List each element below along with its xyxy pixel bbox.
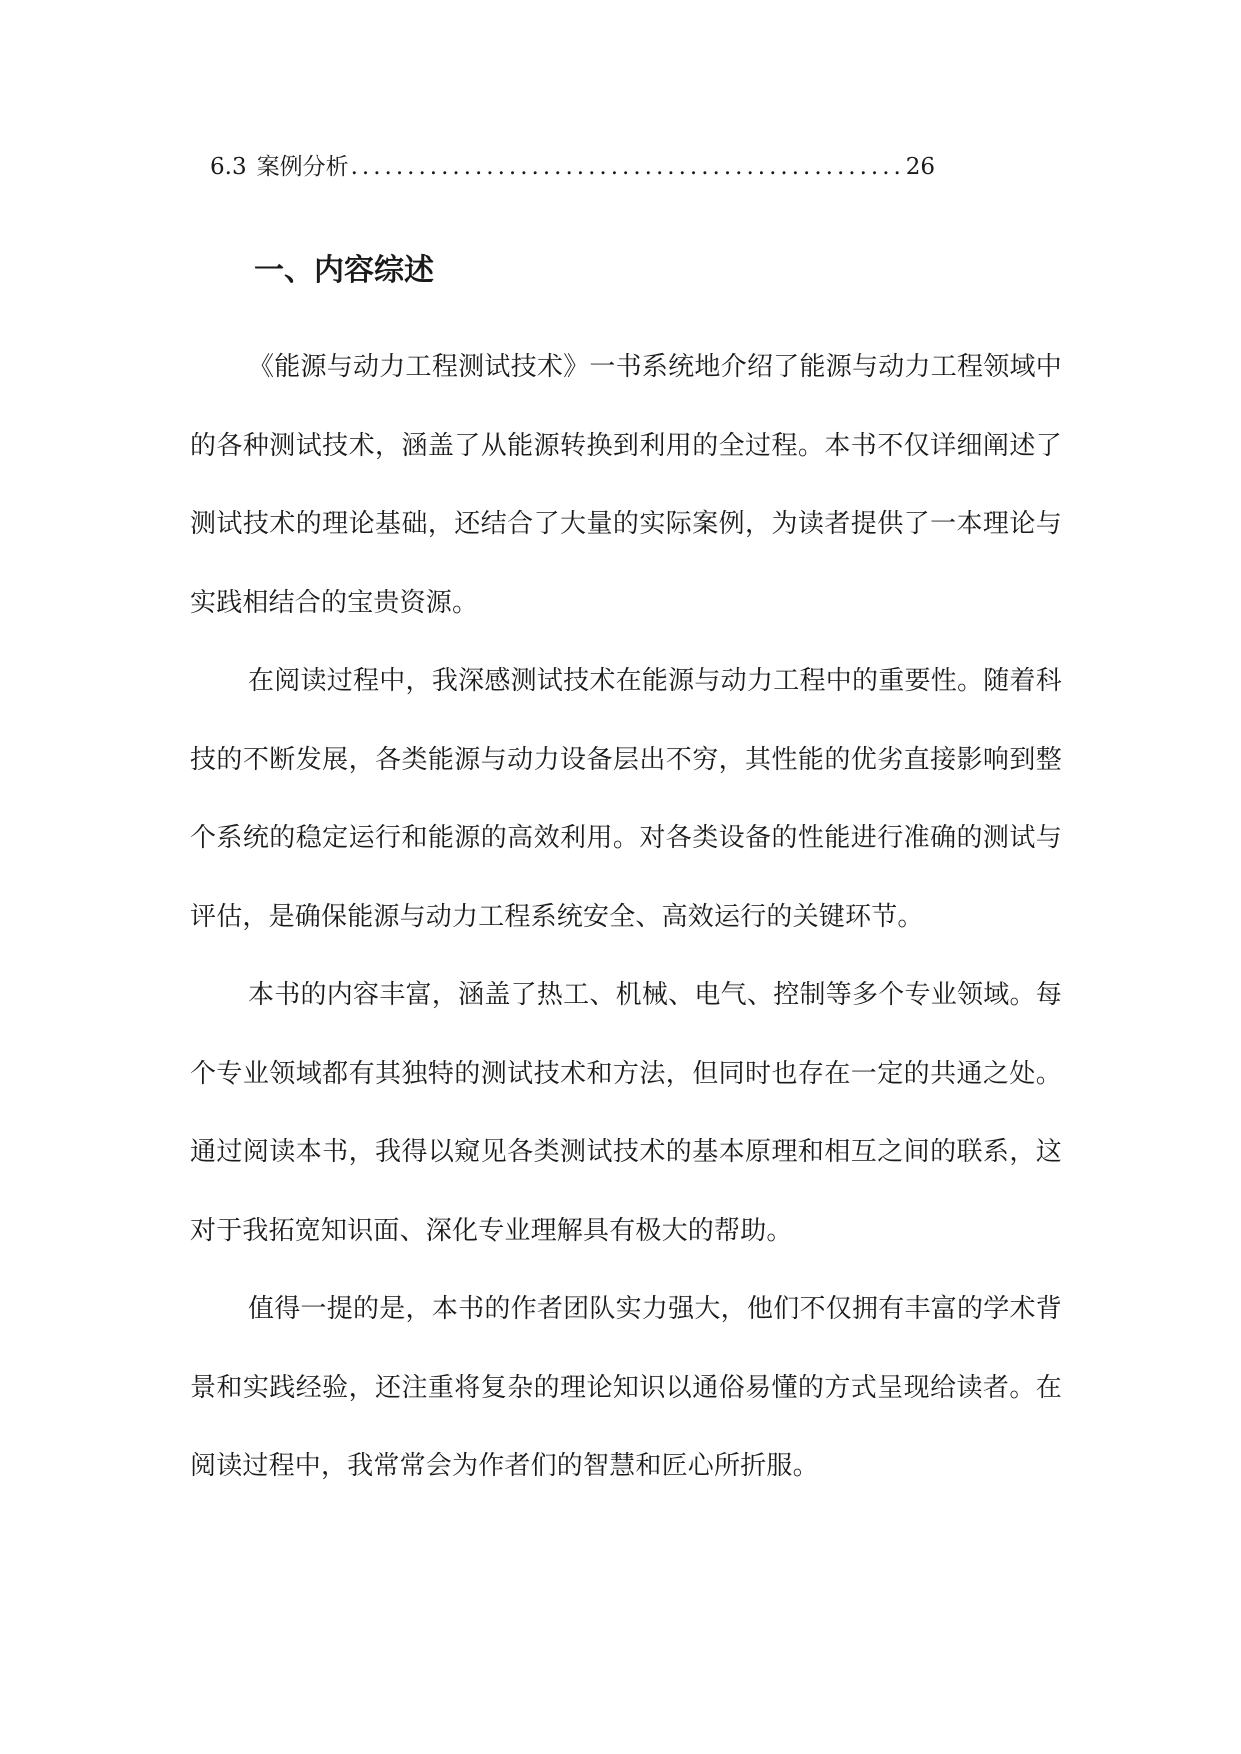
paragraph: 在阅读过程中，我深感测试技术在能源与动力工程中的重要性。随着科技的不断发展，各类能源与动力设备层出不穷，其性能的优劣直接影响到整个系统的稳定运行和能源的高效利用。对各类设备的性能进行准确的测试与评估，是确保能源与动力工程系统安全、高效运行的关键环节。 xyxy=(190,666,1062,932)
section-heading: 一、内容综述 xyxy=(254,253,434,288)
paragraph: 值得一提的是，本书的作者团队实力强大，他们不仅拥有丰富的学术背景和实践经验，还注重将复杂的理论知识以通俗易懂的方式呈现给读者。在阅读过程中，我常常会为作者们的智慧和匠心所折服。 xyxy=(190,1294,1062,1481)
toc-entry-title: 案例分析 xyxy=(256,154,349,180)
body-text xyxy=(190,328,1062,1506)
toc-entry-page-number: 26 xyxy=(905,154,935,180)
toc-entry[interactable] xyxy=(210,150,935,184)
paragraph: 本书的内容丰富，涵盖了热工、机械、电气、控制等多个专业领域。每个专业领域都有其独特的测试技术和方法，但同时也存在一定的共通之处。通过阅读本书，我得以窥见各类测试技术的基本原理和相互之间的联系，这对于我拓宽知识面、深化专业理解具有极大的帮助。 xyxy=(190,980,1062,1246)
paragraph: 《能源与动力工程测试技术》一书系统地介绍了能源与动力工程领域中的各种测试技术，涵盖了从能源转换到利用的全过程。本书不仅详细阐述了测试技术的理论基础，还结合了大量的实际案例，为读者提供了一本理论与实践相结合的宝贵资源。 xyxy=(190,352,1062,618)
toc-entry-number: 6.3 xyxy=(210,154,247,180)
toc-dot-leader xyxy=(351,150,904,184)
